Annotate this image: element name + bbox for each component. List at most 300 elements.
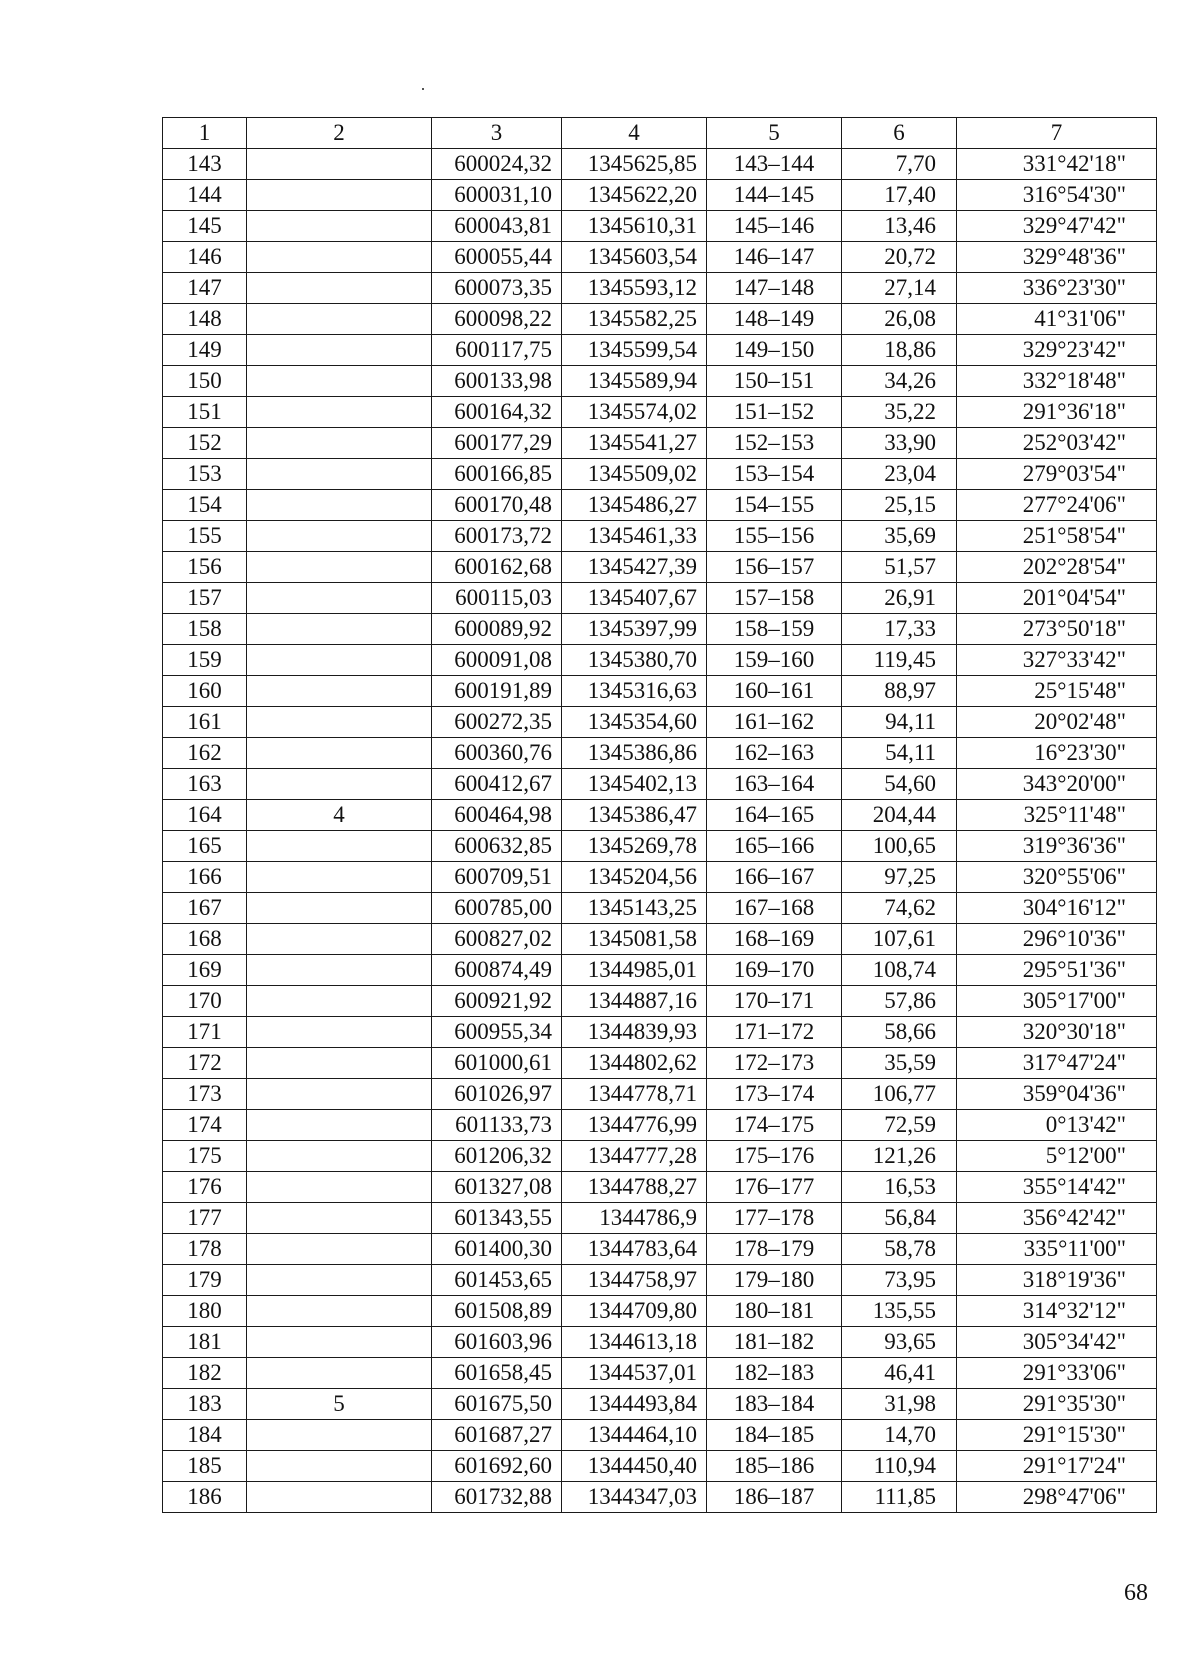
column-header: 6: [842, 118, 957, 149]
x-coordinate-cell: 600117,75: [432, 335, 562, 366]
note-cell: [247, 211, 432, 242]
table-row: [163, 1234, 1157, 1265]
table-row: [163, 955, 1157, 986]
y-coordinate-cell: 1345081,58: [562, 924, 707, 955]
table-row: [163, 1358, 1157, 1389]
note-cell: [247, 1327, 432, 1358]
point-number-cell: 143: [163, 149, 247, 180]
table-row: [163, 180, 1157, 211]
direction-angle-cell: 305°34'42": [957, 1327, 1157, 1358]
x-coordinate-cell: 600133,98: [432, 366, 562, 397]
distance-cell: 72,59: [842, 1110, 957, 1141]
table-row: [163, 1420, 1157, 1451]
x-coordinate-cell: 600164,32: [432, 397, 562, 428]
direction-angle-cell: 202°28'54": [957, 552, 1157, 583]
distance-cell: 57,86: [842, 986, 957, 1017]
point-number-cell: 169: [163, 955, 247, 986]
point-number-cell: 150: [163, 366, 247, 397]
y-coordinate-cell: 1344887,16: [562, 986, 707, 1017]
x-coordinate-cell: 600162,68: [432, 552, 562, 583]
distance-cell: 14,70: [842, 1420, 957, 1451]
column-header: 7: [957, 118, 1157, 149]
x-coordinate-cell: 600098,22: [432, 304, 562, 335]
note-cell: [247, 986, 432, 1017]
table-row: [163, 614, 1157, 645]
table-row: [163, 862, 1157, 893]
note-cell: [247, 149, 432, 180]
table-row: [163, 676, 1157, 707]
distance-cell: 107,61: [842, 924, 957, 955]
segment-cell: 163–164: [707, 769, 842, 800]
column-header: 2: [247, 118, 432, 149]
distance-cell: 26,08: [842, 304, 957, 335]
distance-cell: 108,74: [842, 955, 957, 986]
distance-cell: 17,33: [842, 614, 957, 645]
note-cell: [247, 1110, 432, 1141]
direction-angle-cell: 25°15'48": [957, 676, 1157, 707]
segment-cell: 143–144: [707, 149, 842, 180]
note-cell: [247, 180, 432, 211]
direction-angle-cell: 331°42'18": [957, 149, 1157, 180]
distance-cell: 35,22: [842, 397, 957, 428]
direction-angle-cell: 291°36'18": [957, 397, 1157, 428]
segment-cell: 171–172: [707, 1017, 842, 1048]
note-cell: [247, 521, 432, 552]
distance-cell: 94,11: [842, 707, 957, 738]
y-coordinate-cell: 1345407,67: [562, 583, 707, 614]
table-row: [163, 738, 1157, 769]
x-coordinate-cell: 600709,51: [432, 862, 562, 893]
x-coordinate-cell: 600115,03: [432, 583, 562, 614]
x-coordinate-cell: 600043,81: [432, 211, 562, 242]
direction-angle-cell: 336°23'30": [957, 273, 1157, 304]
direction-angle-cell: 5°12'00": [957, 1141, 1157, 1172]
y-coordinate-cell: 1344709,80: [562, 1296, 707, 1327]
table-row: [163, 397, 1157, 428]
note-cell: [247, 490, 432, 521]
note-cell: [247, 645, 432, 676]
note-cell: [247, 242, 432, 273]
segment-cell: 179–180: [707, 1265, 842, 1296]
segment-cell: 158–159: [707, 614, 842, 645]
note-cell: [247, 1203, 432, 1234]
x-coordinate-cell: 601133,73: [432, 1110, 562, 1141]
table-row: [163, 521, 1157, 552]
note-cell: [247, 614, 432, 645]
table-row: [163, 924, 1157, 955]
segment-cell: 174–175: [707, 1110, 842, 1141]
point-number-cell: 156: [163, 552, 247, 583]
distance-cell: 110,94: [842, 1451, 957, 1482]
page-number: 68: [1124, 1580, 1148, 1606]
point-number-cell: 155: [163, 521, 247, 552]
point-number-cell: 179: [163, 1265, 247, 1296]
distance-cell: 13,46: [842, 211, 957, 242]
table-row: [163, 1482, 1157, 1513]
segment-cell: 161–162: [707, 707, 842, 738]
point-number-cell: 154: [163, 490, 247, 521]
segment-cell: 184–185: [707, 1420, 842, 1451]
point-number-cell: 185: [163, 1451, 247, 1482]
y-coordinate-cell: 1345386,47: [562, 800, 707, 831]
direction-angle-cell: 20°02'48": [957, 707, 1157, 738]
segment-cell: 147–148: [707, 273, 842, 304]
segment-cell: 156–157: [707, 552, 842, 583]
direction-angle-cell: 329°48'36": [957, 242, 1157, 273]
distance-cell: 74,62: [842, 893, 957, 924]
column-header: 1: [163, 118, 247, 149]
distance-cell: 58,78: [842, 1234, 957, 1265]
y-coordinate-cell: 1345589,94: [562, 366, 707, 397]
distance-cell: 23,04: [842, 459, 957, 490]
y-coordinate-cell: 1345610,31: [562, 211, 707, 242]
note-cell: [247, 552, 432, 583]
segment-cell: 170–171: [707, 986, 842, 1017]
x-coordinate-cell: 600091,08: [432, 645, 562, 676]
x-coordinate-cell: 601400,30: [432, 1234, 562, 1265]
y-coordinate-cell: 1345582,25: [562, 304, 707, 335]
segment-cell: 159–160: [707, 645, 842, 676]
point-number-cell: 160: [163, 676, 247, 707]
distance-cell: 35,69: [842, 521, 957, 552]
segment-cell: 172–173: [707, 1048, 842, 1079]
note-cell: 5: [247, 1389, 432, 1420]
note-cell: [247, 1451, 432, 1482]
segment-cell: 182–183: [707, 1358, 842, 1389]
x-coordinate-cell: 601343,55: [432, 1203, 562, 1234]
note-cell: [247, 1141, 432, 1172]
direction-angle-cell: 319°36'36": [957, 831, 1157, 862]
x-coordinate-cell: 600166,85: [432, 459, 562, 490]
x-coordinate-cell: 601658,45: [432, 1358, 562, 1389]
distance-cell: 7,70: [842, 149, 957, 180]
x-coordinate-cell: 600031,10: [432, 180, 562, 211]
note-cell: [247, 1358, 432, 1389]
segment-cell: 175–176: [707, 1141, 842, 1172]
distance-cell: 31,98: [842, 1389, 957, 1420]
note-cell: [247, 1234, 432, 1265]
direction-angle-cell: 314°32'12": [957, 1296, 1157, 1327]
table-row: [163, 335, 1157, 366]
direction-angle-cell: 41°31'06": [957, 304, 1157, 335]
scan-artifact-dot: [422, 88, 424, 90]
direction-angle-cell: 320°30'18": [957, 1017, 1157, 1048]
segment-cell: 146–147: [707, 242, 842, 273]
x-coordinate-cell: 601508,89: [432, 1296, 562, 1327]
point-number-cell: 186: [163, 1482, 247, 1513]
note-cell: [247, 676, 432, 707]
table-row: [163, 1110, 1157, 1141]
segment-cell: 173–174: [707, 1079, 842, 1110]
point-number-cell: 176: [163, 1172, 247, 1203]
column-header: 4: [562, 118, 707, 149]
point-number-cell: 171: [163, 1017, 247, 1048]
direction-angle-cell: 318°19'36": [957, 1265, 1157, 1296]
segment-cell: 160–161: [707, 676, 842, 707]
y-coordinate-cell: 1345603,54: [562, 242, 707, 273]
x-coordinate-cell: 601732,88: [432, 1482, 562, 1513]
note-cell: [247, 1296, 432, 1327]
segment-cell: 148–149: [707, 304, 842, 335]
direction-angle-cell: 320°55'06": [957, 862, 1157, 893]
note-cell: [247, 769, 432, 800]
segment-cell: 150–151: [707, 366, 842, 397]
x-coordinate-cell: 600191,89: [432, 676, 562, 707]
segment-cell: 152–153: [707, 428, 842, 459]
direction-angle-cell: 16°23'30": [957, 738, 1157, 769]
header-row: [163, 118, 1157, 149]
distance-cell: 54,60: [842, 769, 957, 800]
direction-angle-cell: 329°47'42": [957, 211, 1157, 242]
table-row: [163, 769, 1157, 800]
distance-cell: 34,26: [842, 366, 957, 397]
distance-cell: 73,95: [842, 1265, 957, 1296]
segment-cell: 157–158: [707, 583, 842, 614]
point-number-cell: 168: [163, 924, 247, 955]
point-number-cell: 162: [163, 738, 247, 769]
direction-angle-cell: 279°03'54": [957, 459, 1157, 490]
point-number-cell: 157: [163, 583, 247, 614]
distance-cell: 100,65: [842, 831, 957, 862]
direction-angle-cell: 316°54'30": [957, 180, 1157, 211]
y-coordinate-cell: 1345397,99: [562, 614, 707, 645]
segment-cell: 186–187: [707, 1482, 842, 1513]
column-header: 3: [432, 118, 562, 149]
note-cell: [247, 1420, 432, 1451]
note-cell: [247, 304, 432, 335]
direction-angle-cell: 304°16'12": [957, 893, 1157, 924]
point-number-cell: 173: [163, 1079, 247, 1110]
segment-cell: 153–154: [707, 459, 842, 490]
point-number-cell: 184: [163, 1420, 247, 1451]
segment-cell: 144–145: [707, 180, 842, 211]
distance-cell: 111,85: [842, 1482, 957, 1513]
x-coordinate-cell: 600073,35: [432, 273, 562, 304]
segment-cell: 178–179: [707, 1234, 842, 1265]
direction-angle-cell: 201°04'54": [957, 583, 1157, 614]
point-number-cell: 182: [163, 1358, 247, 1389]
point-number-cell: 167: [163, 893, 247, 924]
direction-angle-cell: 291°15'30": [957, 1420, 1157, 1451]
note-cell: [247, 862, 432, 893]
point-number-cell: 146: [163, 242, 247, 273]
x-coordinate-cell: 600177,29: [432, 428, 562, 459]
point-number-cell: 181: [163, 1327, 247, 1358]
y-coordinate-cell: 1344985,01: [562, 955, 707, 986]
table-row: [163, 1327, 1157, 1358]
y-coordinate-cell: 1344613,18: [562, 1327, 707, 1358]
distance-cell: 46,41: [842, 1358, 957, 1389]
x-coordinate-cell: 600921,92: [432, 986, 562, 1017]
distance-cell: 16,53: [842, 1172, 957, 1203]
y-coordinate-cell: 1344788,27: [562, 1172, 707, 1203]
point-number-cell: 159: [163, 645, 247, 676]
note-cell: [247, 1482, 432, 1513]
distance-cell: 35,59: [842, 1048, 957, 1079]
table-row: [163, 428, 1157, 459]
x-coordinate-cell: 601692,60: [432, 1451, 562, 1482]
table-row: [163, 707, 1157, 738]
note-cell: [247, 366, 432, 397]
x-coordinate-cell: 601453,65: [432, 1265, 562, 1296]
direction-angle-cell: 291°35'30": [957, 1389, 1157, 1420]
x-coordinate-cell: 601687,27: [432, 1420, 562, 1451]
x-coordinate-cell: 600827,02: [432, 924, 562, 955]
point-number-cell: 151: [163, 397, 247, 428]
note-cell: [247, 1048, 432, 1079]
point-number-cell: 163: [163, 769, 247, 800]
table-row: [163, 583, 1157, 614]
x-coordinate-cell: 600412,67: [432, 769, 562, 800]
y-coordinate-cell: 1345143,25: [562, 893, 707, 924]
note-cell: [247, 738, 432, 769]
note-cell: [247, 955, 432, 986]
distance-cell: 121,26: [842, 1141, 957, 1172]
segment-cell: 177–178: [707, 1203, 842, 1234]
direction-angle-cell: 273°50'18": [957, 614, 1157, 645]
x-coordinate-cell: 601000,61: [432, 1048, 562, 1079]
y-coordinate-cell: 1345593,12: [562, 273, 707, 304]
table-row: [163, 304, 1157, 335]
table-body: [163, 149, 1157, 1513]
table-row: [163, 552, 1157, 583]
x-coordinate-cell: 600024,32: [432, 149, 562, 180]
point-number-cell: 174: [163, 1110, 247, 1141]
table-row: [163, 800, 1157, 831]
segment-cell: 168–169: [707, 924, 842, 955]
x-coordinate-cell: 600785,00: [432, 893, 562, 924]
y-coordinate-cell: 1345486,27: [562, 490, 707, 521]
distance-cell: 25,15: [842, 490, 957, 521]
y-coordinate-cell: 1345599,54: [562, 335, 707, 366]
table-row: [163, 211, 1157, 242]
y-coordinate-cell: 1345461,33: [562, 521, 707, 552]
direction-angle-cell: 305°17'00": [957, 986, 1157, 1017]
point-number-cell: 165: [163, 831, 247, 862]
x-coordinate-cell: 600874,49: [432, 955, 562, 986]
point-number-cell: 147: [163, 273, 247, 304]
distance-cell: 26,91: [842, 583, 957, 614]
direction-angle-cell: 355°14'42": [957, 1172, 1157, 1203]
distance-cell: 18,86: [842, 335, 957, 366]
y-coordinate-cell: 1345574,02: [562, 397, 707, 428]
note-cell: [247, 707, 432, 738]
point-number-cell: 149: [163, 335, 247, 366]
direction-angle-cell: 327°33'42": [957, 645, 1157, 676]
table-row: [163, 1296, 1157, 1327]
note-cell: [247, 893, 432, 924]
y-coordinate-cell: 1344786,9: [562, 1203, 707, 1234]
x-coordinate-cell: 601026,97: [432, 1079, 562, 1110]
direction-angle-cell: 0°13'42": [957, 1110, 1157, 1141]
table-row: [163, 893, 1157, 924]
point-number-cell: 183: [163, 1389, 247, 1420]
direction-angle-cell: 335°11'00": [957, 1234, 1157, 1265]
table-row: [163, 831, 1157, 862]
point-number-cell: 145: [163, 211, 247, 242]
y-coordinate-cell: 1345509,02: [562, 459, 707, 490]
x-coordinate-cell: 600464,98: [432, 800, 562, 831]
distance-cell: 106,77: [842, 1079, 957, 1110]
point-number-cell: 148: [163, 304, 247, 335]
y-coordinate-cell: 1344778,71: [562, 1079, 707, 1110]
distance-cell: 58,66: [842, 1017, 957, 1048]
direction-angle-cell: 298°47'06": [957, 1482, 1157, 1513]
table-row: [163, 149, 1157, 180]
table-row: [163, 1017, 1157, 1048]
segment-cell: 183–184: [707, 1389, 842, 1420]
y-coordinate-cell: 1344776,99: [562, 1110, 707, 1141]
direction-angle-cell: 296°10'36": [957, 924, 1157, 955]
table-row: [163, 1079, 1157, 1110]
y-coordinate-cell: 1344802,62: [562, 1048, 707, 1079]
segment-cell: 145–146: [707, 211, 842, 242]
segment-cell: 181–182: [707, 1327, 842, 1358]
segment-cell: 151–152: [707, 397, 842, 428]
x-coordinate-cell: 600055,44: [432, 242, 562, 273]
direction-angle-cell: 277°24'06": [957, 490, 1157, 521]
direction-angle-cell: 291°17'24": [957, 1451, 1157, 1482]
y-coordinate-cell: 1345380,70: [562, 645, 707, 676]
table-row: [163, 490, 1157, 521]
y-coordinate-cell: 1345625,85: [562, 149, 707, 180]
y-coordinate-cell: 1344537,01: [562, 1358, 707, 1389]
y-coordinate-cell: 1345386,86: [562, 738, 707, 769]
direction-angle-cell: 356°42'42": [957, 1203, 1157, 1234]
direction-angle-cell: 329°23'42": [957, 335, 1157, 366]
y-coordinate-cell: 1344450,40: [562, 1451, 707, 1482]
direction-angle-cell: 325°11'48": [957, 800, 1157, 831]
segment-cell: 167–168: [707, 893, 842, 924]
x-coordinate-cell: 601675,50: [432, 1389, 562, 1420]
note-cell: 4: [247, 800, 432, 831]
point-number-cell: 180: [163, 1296, 247, 1327]
y-coordinate-cell: 1344347,03: [562, 1482, 707, 1513]
table-row: [163, 366, 1157, 397]
y-coordinate-cell: 1344777,28: [562, 1141, 707, 1172]
distance-cell: 88,97: [842, 676, 957, 707]
segment-cell: 166–167: [707, 862, 842, 893]
table-row: [163, 242, 1157, 273]
y-coordinate-cell: 1345402,13: [562, 769, 707, 800]
direction-angle-cell: 252°03'42": [957, 428, 1157, 459]
y-coordinate-cell: 1344839,93: [562, 1017, 707, 1048]
x-coordinate-cell: 600173,72: [432, 521, 562, 552]
table-row: [163, 1265, 1157, 1296]
point-number-cell: 153: [163, 459, 247, 490]
table-row: [163, 1141, 1157, 1172]
y-coordinate-cell: 1345316,63: [562, 676, 707, 707]
distance-cell: 54,11: [842, 738, 957, 769]
y-coordinate-cell: 1344493,84: [562, 1389, 707, 1420]
distance-cell: 97,25: [842, 862, 957, 893]
point-number-cell: 161: [163, 707, 247, 738]
direction-angle-cell: 251°58'54": [957, 521, 1157, 552]
segment-cell: 149–150: [707, 335, 842, 366]
y-coordinate-cell: 1344758,97: [562, 1265, 707, 1296]
point-number-cell: 166: [163, 862, 247, 893]
point-number-cell: 175: [163, 1141, 247, 1172]
segment-cell: 155–156: [707, 521, 842, 552]
table-row: [163, 1172, 1157, 1203]
distance-cell: 135,55: [842, 1296, 957, 1327]
y-coordinate-cell: 1345269,78: [562, 831, 707, 862]
direction-angle-cell: 317°47'24": [957, 1048, 1157, 1079]
x-coordinate-cell: 601603,96: [432, 1327, 562, 1358]
y-coordinate-cell: 1345204,56: [562, 862, 707, 893]
point-number-cell: 170: [163, 986, 247, 1017]
y-coordinate-cell: 1344464,10: [562, 1420, 707, 1451]
